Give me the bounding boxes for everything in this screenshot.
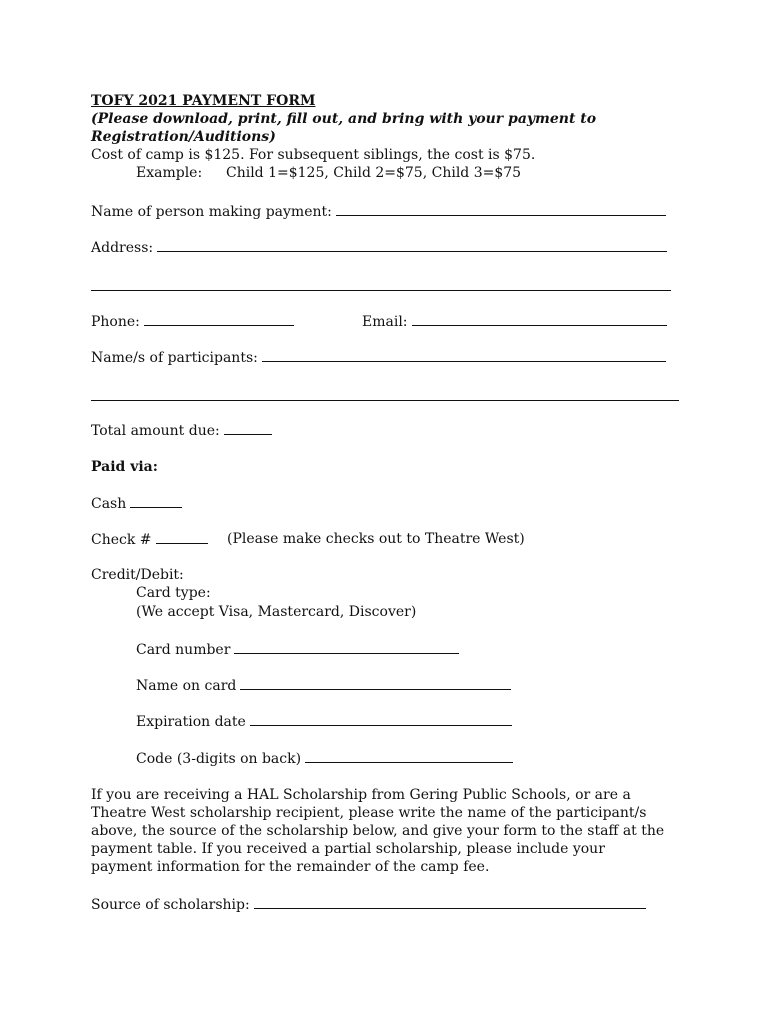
payment-form [91,92,691,913]
total-field [91,421,272,440]
address-label: Address: [91,240,154,256]
scholarship-paragraph: If you are receiving a HAL Scholarship from Gering Public Schools, or are a Theatre West scholarship recipient, please write the name of the participant/s above, the source of the scholarship below, and give your form to the staff at the payment table. If you received a partial scholarship, please include your payment information for the remainder of the camp fee. [91,787,665,875]
total-blank[interactable] [224,421,272,435]
payer-name-field [91,202,666,221]
expiration-label: Expiration date [136,714,246,730]
cost-line: Cost of camp is $125. For subsequent siblings, the cost is $75. [91,147,536,163]
email-field [362,312,667,331]
payer-name-blank[interactable] [336,202,666,216]
participants-label: Name/s of participants: [91,350,258,366]
address-line-2[interactable] [91,290,671,291]
cash-blank[interactable] [130,494,182,508]
cash-field [91,494,182,513]
card-accept-note: (We accept Visa, Mastercard, Discover) [136,604,417,620]
check-label: Check # [91,532,152,548]
email-blank[interactable] [412,312,667,326]
address-field [91,238,667,257]
card-type-label: Card type: [136,585,211,601]
example-line [91,164,691,182]
form-title: TOFY 2021 PAYMENT FORM [91,93,316,109]
expiration-blank[interactable] [250,712,512,726]
name-on-card-blank[interactable] [240,676,511,690]
paid-via-heading: Paid via: [91,459,158,475]
example-text: Child 1=$125, Child 2=$75, Child 3=$75 [226,165,522,181]
example-label: Example: [136,165,203,181]
check-blank[interactable] [156,530,208,544]
code-field [136,749,513,768]
address-blank[interactable] [157,238,667,252]
participants-blank[interactable] [262,348,666,362]
phone-label: Phone: [91,314,140,330]
email-label: Email: [362,314,408,330]
name-on-card-field [136,676,511,695]
credit-debit-label: Credit/Debit: [91,567,184,583]
code-label: Code (3-digits on back) [136,751,302,767]
cash-label: Cash [91,496,127,512]
code-blank[interactable] [305,749,513,763]
participants-field [91,348,666,367]
check-note: (Please make checks out to Theatre West) [227,531,525,547]
card-number-field [136,640,459,659]
participants-line-2[interactable] [91,400,679,401]
total-label: Total amount due: [91,423,220,439]
check-field [91,530,208,549]
expiration-field [136,712,512,731]
scholarship-source-blank[interactable] [254,895,646,909]
scholarship-source-field [91,895,646,914]
card-number-blank[interactable] [234,640,459,654]
payer-name-label: Name of person making payment: [91,204,332,220]
form-instructions: (Please download, print, fill out, and bring with your payment to Registration/Auditions) [91,111,597,145]
phone-blank[interactable] [144,312,294,326]
phone-field [91,312,294,331]
name-on-card-label: Name on card [136,678,237,694]
scholarship-source-label: Source of scholarship: [91,897,250,913]
card-number-label: Card number [136,642,231,658]
